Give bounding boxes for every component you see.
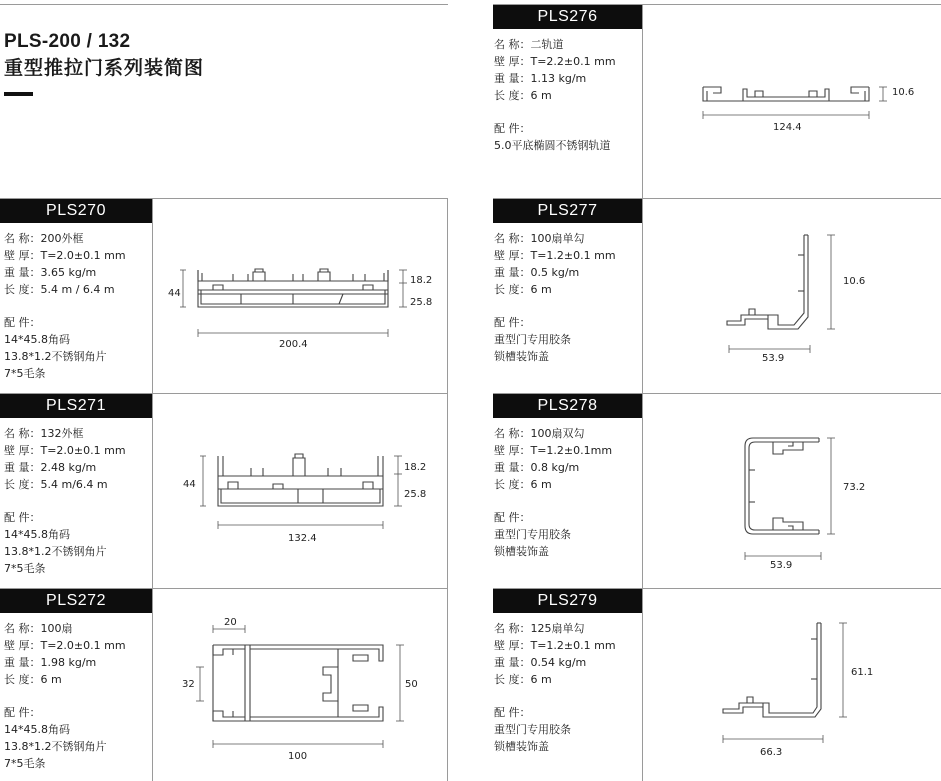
product-tag-pls277: PLS277	[493, 199, 642, 223]
spec-accessory: 锁槽装饰盖	[494, 740, 549, 753]
spec-accessories-label: 配 件：	[494, 511, 531, 524]
left-outer-right	[447, 198, 448, 781]
spec-accessory: 5.0平底椭圆不锈钢轨道	[494, 139, 611, 152]
spec-block-pls276	[494, 36, 616, 154]
spec-block-pls271	[4, 425, 126, 577]
profile-drawing-pls271	[153, 394, 447, 588]
spec-accessories-label: 配 件：	[494, 122, 531, 135]
dim-upper-pls270: 18.2	[410, 275, 433, 286]
dim-width-pls277: 53.9	[762, 353, 785, 364]
spec-thickness: 壁 厚：T=2.0±0.1 mm	[4, 249, 126, 262]
spec-accessory: 13.8*1.2不锈钢角片	[4, 545, 107, 558]
spec-accessory: 7*5毛条	[4, 562, 46, 575]
product-tag-pls279: PLS279	[493, 589, 642, 613]
spec-accessory: 7*5毛条	[4, 757, 46, 770]
spec-length: 长 度：6 m	[494, 89, 552, 102]
product-tag-pls270: PLS270	[0, 199, 152, 223]
profile-drawing-pls276	[643, 5, 941, 198]
spec-accessory: 锁槽装饰盖	[494, 350, 549, 363]
dim-top-pls272: 20	[224, 617, 237, 628]
spec-accessory: 锁槽装饰盖	[494, 545, 549, 558]
spec-thickness: 壁 厚：T=2.2±0.1 mm	[494, 55, 616, 68]
spec-accessory: 重型门专用胶条	[494, 528, 571, 541]
spec-accessory: 重型门专用胶条	[494, 333, 571, 346]
spec-thickness: 壁 厚：T=2.0±0.1 mm	[4, 639, 126, 652]
spec-block-pls270	[4, 230, 126, 382]
spec-length: 长 度：6 m	[494, 283, 552, 296]
page-title	[4, 30, 204, 82]
profile-drawing-pls279	[643, 589, 941, 781]
spec-name: 名 称：二轨道	[494, 38, 564, 51]
spec-block-pls279	[494, 620, 616, 755]
dim-inner-pls272: 32	[182, 679, 195, 690]
spec-name: 名 称：100扇	[4, 622, 73, 635]
dim-width-pls278: 53.9	[770, 560, 793, 571]
spec-weight: 重 量：0.54 kg/m	[494, 656, 587, 669]
dim-height-pls270: 44	[168, 288, 181, 299]
product-tag-pls272: PLS272	[0, 589, 152, 613]
spec-weight: 重 量：2.48 kg/m	[4, 461, 97, 474]
dim-height-pls276: 10.6	[892, 87, 915, 98]
spec-accessory: 14*45.8角码	[4, 528, 70, 541]
spec-name: 名 称：132外框	[4, 427, 84, 440]
dim-height-pls272: 50	[405, 679, 418, 690]
spec-length: 长 度：6 m	[4, 673, 62, 686]
product-tag-pls278: PLS278	[493, 394, 642, 418]
spec-weight: 重 量：0.8 kg/m	[494, 461, 580, 474]
spec-accessories-label: 配 件：	[494, 706, 531, 719]
spec-accessory: 13.8*1.2不锈钢角片	[4, 350, 107, 363]
spec-length: 长 度：5.4 m/6.4 m	[4, 478, 108, 491]
spec-weight: 重 量：0.5 kg/m	[494, 266, 580, 279]
dim-width-pls276: 124.4	[773, 122, 802, 133]
dim-width-pls270: 200.4	[279, 339, 308, 350]
spec-thickness: 壁 厚：T=1.2±0.1 mm	[494, 249, 616, 262]
spec-accessory: 重型门专用胶条	[494, 723, 571, 736]
spec-accessories-label: 配 件：	[4, 706, 41, 719]
spec-accessory: 14*45.8角码	[4, 723, 70, 736]
dim-height-pls271: 44	[183, 479, 196, 490]
spec-name: 名 称：100扇双勾	[494, 427, 585, 440]
spec-block-pls278	[494, 425, 612, 560]
spec-length: 长 度：5.4 m / 6.4 m	[4, 283, 115, 296]
spec-name: 名 称：125扇单勾	[494, 622, 585, 635]
page-title-model: PLS-200 / 132	[4, 31, 131, 52]
page-title-description: 重型推拉门系列装简图	[4, 57, 205, 79]
spec-name: 名 称：100扇单勾	[494, 232, 585, 245]
spec-accessory: 14*45.8角码	[4, 333, 70, 346]
dim-width-pls272: 100	[288, 751, 308, 762]
dim-upper-pls271: 18.2	[404, 462, 427, 473]
spec-accessory: 7*5毛条	[4, 367, 46, 380]
dim-width-pls279: 66.3	[760, 747, 783, 758]
dim-height-pls279: 61.1	[851, 667, 874, 678]
spec-block-pls277	[494, 230, 616, 365]
spec-block-pls272	[4, 620, 126, 772]
dims-pls270	[153, 199, 447, 393]
spec-accessories-label: 配 件：	[494, 316, 531, 329]
spec-length: 长 度：6 m	[494, 478, 552, 491]
spec-thickness: 壁 厚：T=2.0±0.1 mm	[4, 444, 126, 457]
dim-lower-pls271: 25.8	[404, 489, 427, 500]
spec-thickness: 壁 厚：T=1.2±0.1 mm	[494, 639, 616, 652]
spec-weight: 重 量：1.13 kg/m	[494, 72, 587, 85]
product-tag-pls271: PLS271	[0, 394, 152, 418]
top-rule-left	[0, 4, 448, 5]
spec-name: 名 称：200外框	[4, 232, 84, 245]
profile-drawing-pls277	[643, 199, 941, 393]
spec-weight: 重 量：1.98 kg/m	[4, 656, 97, 669]
dim-width-pls271: 132.4	[288, 533, 317, 544]
title-underline	[4, 92, 33, 96]
spec-accessories-label: 配 件：	[4, 511, 41, 524]
dim-lower-pls270: 25.8	[410, 297, 433, 308]
dim-height-pls278: 73.2	[843, 482, 866, 493]
spec-length: 长 度：6 m	[494, 673, 552, 686]
product-tag-pls276: PLS276	[493, 5, 642, 29]
spec-accessories-label: 配 件：	[4, 316, 41, 329]
dim-height-pls277: 10.6	[843, 276, 866, 287]
spec-weight: 重 量：3.65 kg/m	[4, 266, 97, 279]
spec-accessory: 13.8*1.2不锈钢角片	[4, 740, 107, 753]
spec-thickness: 壁 厚：T=1.2±0.1mm	[494, 444, 613, 457]
